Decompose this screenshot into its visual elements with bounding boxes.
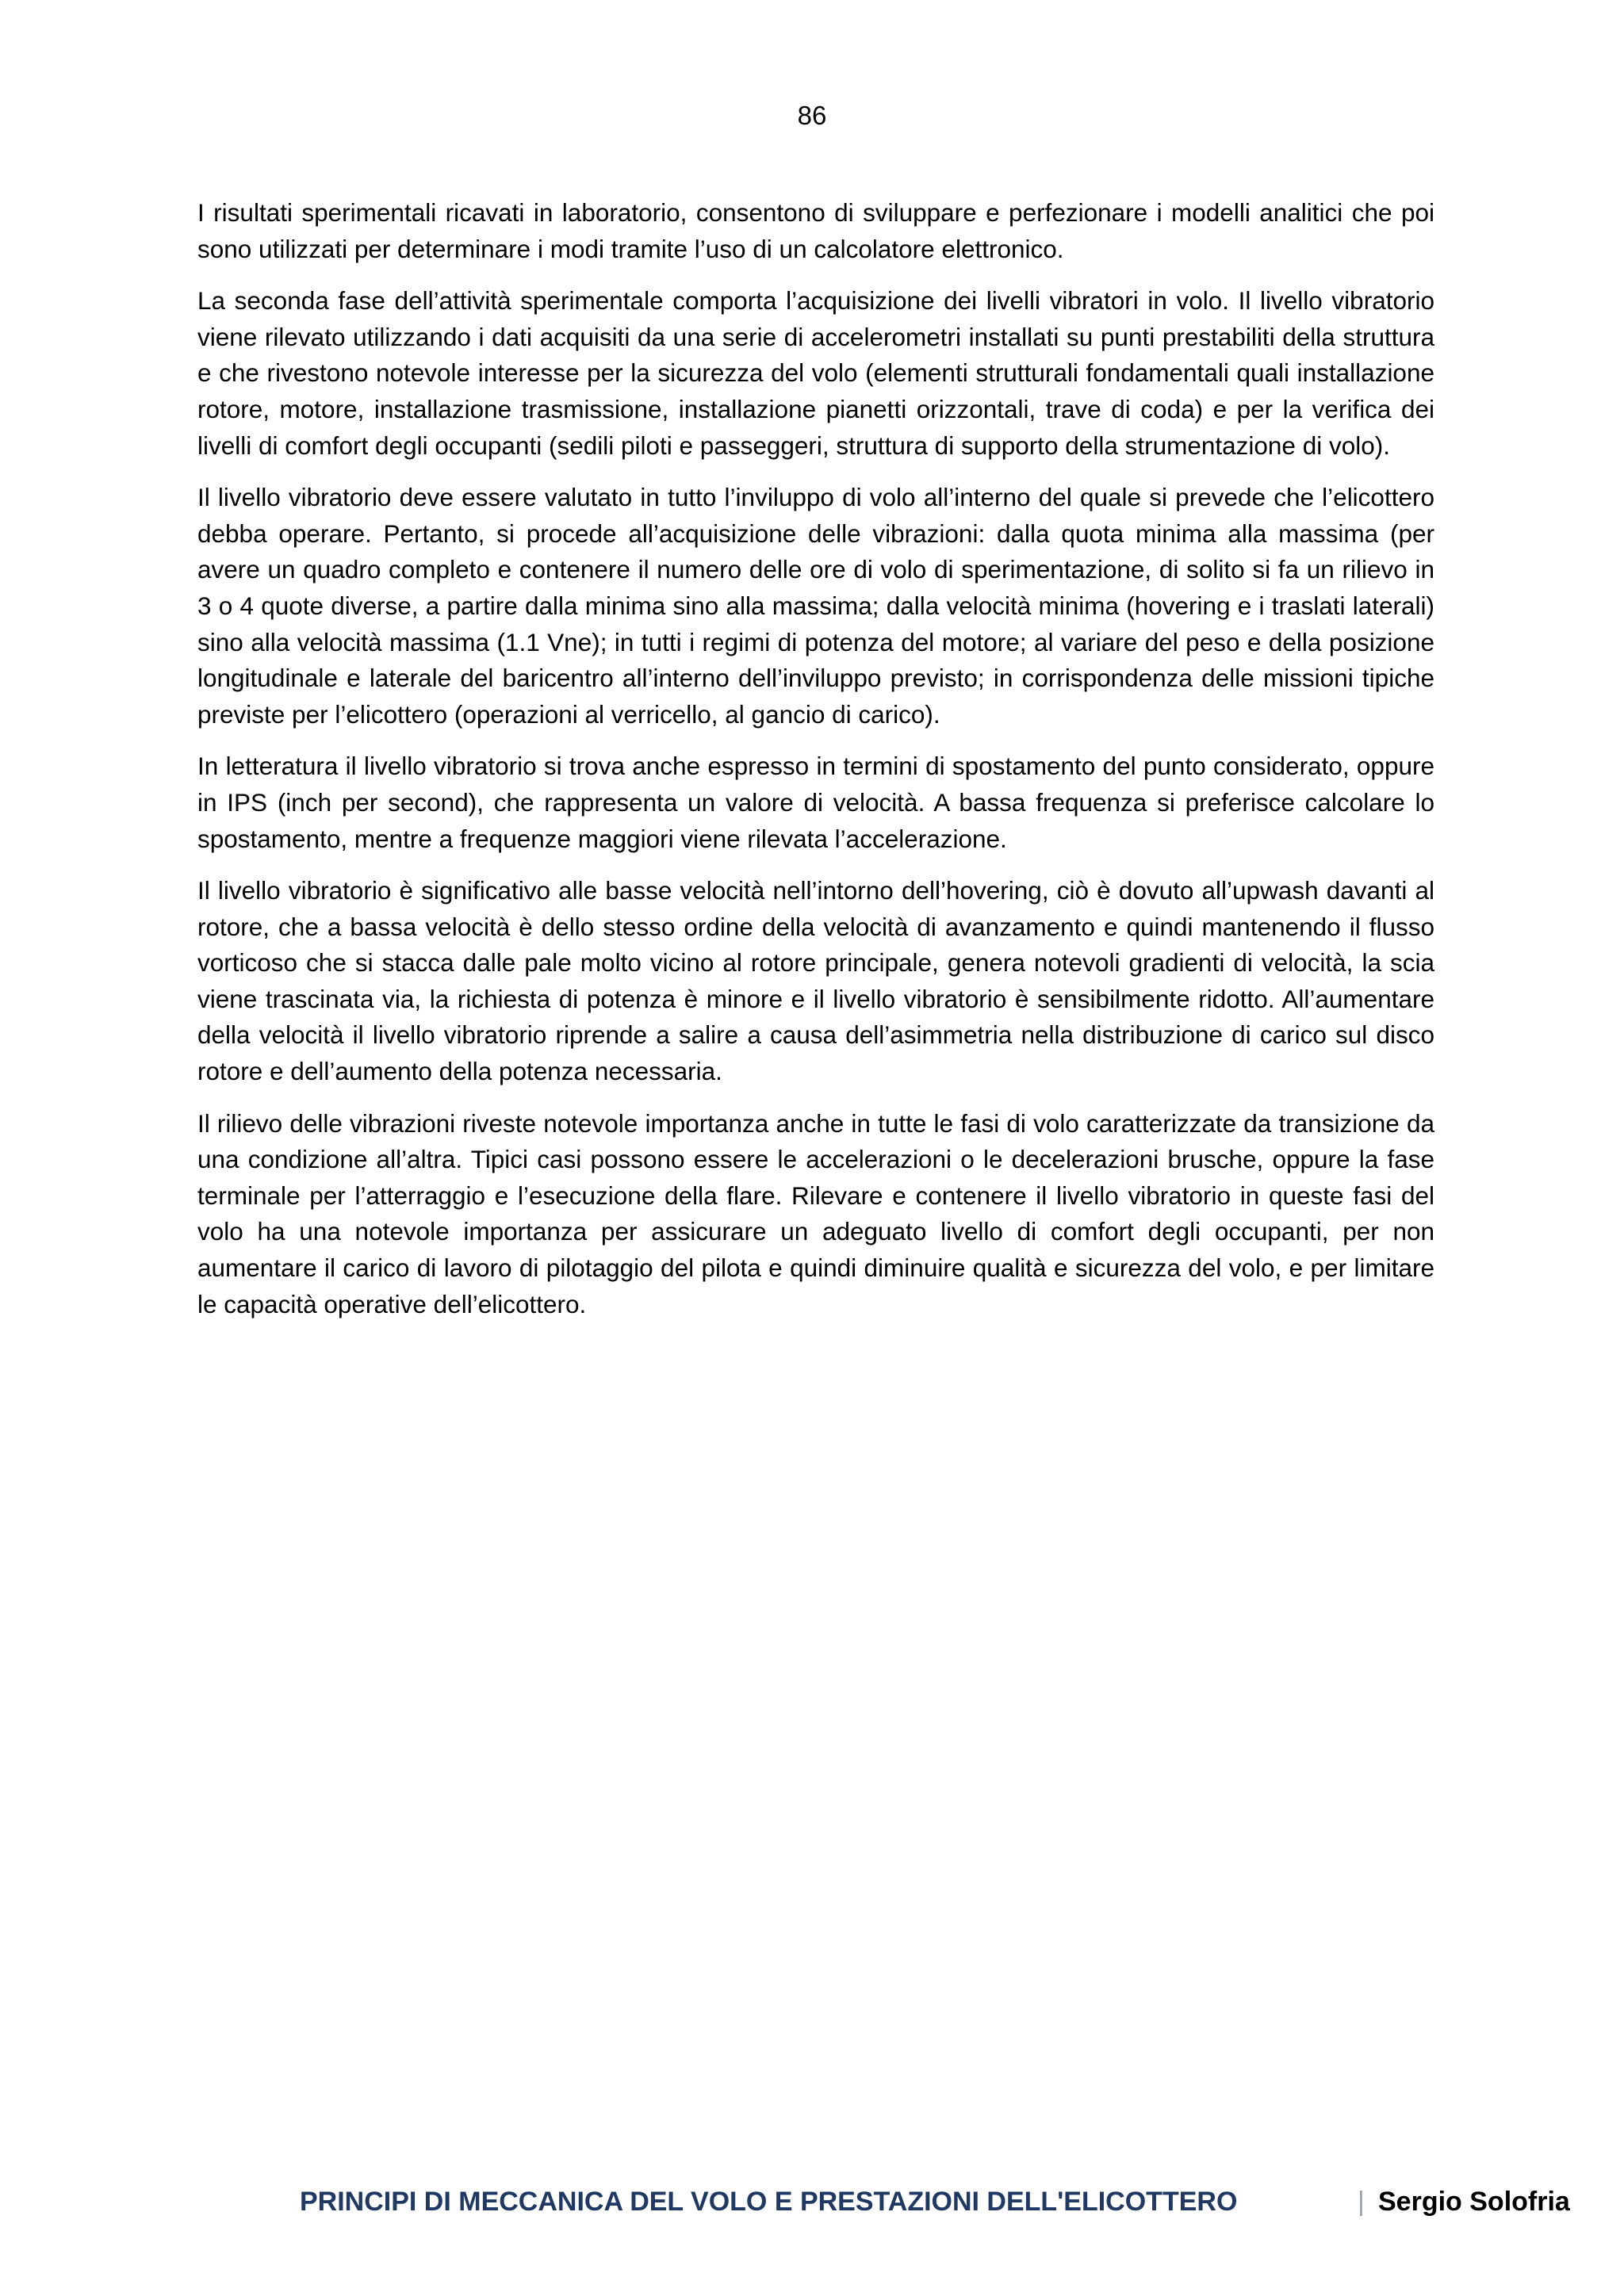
footer-separator: | <box>1358 2187 1365 2217</box>
footer-book-title: PRINCIPI DI MECCANICA DEL VOLO E PRESTAZIONI DELL'ELICOTTERO <box>300 2187 1238 2217</box>
page-footer <box>0 2182 1624 2221</box>
paragraph: La seconda fase dell’attività sperimentale comporta l’acquisizione dei livelli vibratori in volo. Il livello vibratorio viene rilevato utilizzando i dati acquisiti da una serie di accelerometri installati su punti prestabiliti della struttura e che rivestono notevole interesse per la sicurezza del volo (elementi strutturali fondamentali quali installazione rotore, motore, installazione trasmissione, installazione pianetti orizzontali, trave di coda) e per la verifica dei livelli di comfort degli occupanti (sedili piloti e passeggeri, struttura di supporto della strumentazione di volo). <box>197 286 1434 460</box>
paragraph: Il livello vibratorio deve essere valutato in tutto l’inviluppo di volo all’interno del quale si prevede che l’elicottero debba operare. Pertanto, si procede all’acquisizione delle vibrazioni: dalla quota minima alla massima (per avere un quadro completo e contenere il numero delle ore di volo di sperimentazione, di solito si fa un rilievo in 3 o 4 quote diverse, a partire dalla minima sino alla massima; dalla velocità minima (hovering e i traslati laterali) sino alla velocità massima (1.1 Vne); in tutti i regimi di potenza del motore; al variare del peso e della posizione longitudinale e laterale del baricentro all’interno dell’inviluppo previsto; in corrispondenza delle missioni tipiche previste per l’elicottero (operazioni al verricello, al gancio di carico). <box>197 483 1434 729</box>
page-number: 86 <box>797 101 827 130</box>
paragraph: Il rilievo delle vibrazioni riveste notevole importanza anche in tutte le fasi di volo caratterizzate da transizione da una condizione all’altra. Tipici casi possono essere le accelerazioni o le decelerazioni brusche, oppure la fase terminale per l’atterraggio e l’esecuzione della flare. Rilevare e contenere il livello vibratorio in queste fasi del volo ha una notevole importanza per assicurare un adeguato livello di comfort degli occupanti, per non aumentare il carico di lavoro di pilotaggio del pilota e quindi diminuire qualità e sicurezza del volo, e per limitare le capacità operative dell’elicottero. <box>197 1108 1434 1318</box>
paragraph: I risultati sperimentali ricavati in laboratorio, consentono di sviluppare e perfezionare i modelli analitici che poi sono utilizzati per determinare i modi tramite l’uso di un calcolatore elettronico. <box>197 198 1434 263</box>
paragraph: In letteratura il livello vibratorio si trova anche espresso in termini di spostamento del punto considerato, oppure in IPS (inch per second), che rappresenta un valore di velocità. A bassa frequenza si preferisce calcolare lo spostamento, mentre a frequenze maggiori viene rilevata l’accelerazione. <box>197 752 1434 853</box>
footer-author: Sergio Solofria <box>1378 2187 1570 2217</box>
paragraph: Il livello vibratorio è significativo alle basse velocità nell’intorno dell’hovering, ciò è dovuto all’upwash davanti al rotore, che a bassa velocità è dello stesso ordine della velocità di avanzamento e quindi mantenendo il flusso vorticoso che si stacca dalle pale molto vicino al rotore principale, genera notevoli gradienti di velocità, la scia viene trascinata via, la richiesta di potenza è minore e il livello vibratorio è sensibilmente ridotto. All’aumentare della velocità il livello vibratorio riprende a salire a causa dell’asimmetria nella distribuzione di carico sul disco rotore e dell’aumento della potenza necessaria. <box>197 876 1434 1086</box>
document-body <box>197 195 1434 1338</box>
